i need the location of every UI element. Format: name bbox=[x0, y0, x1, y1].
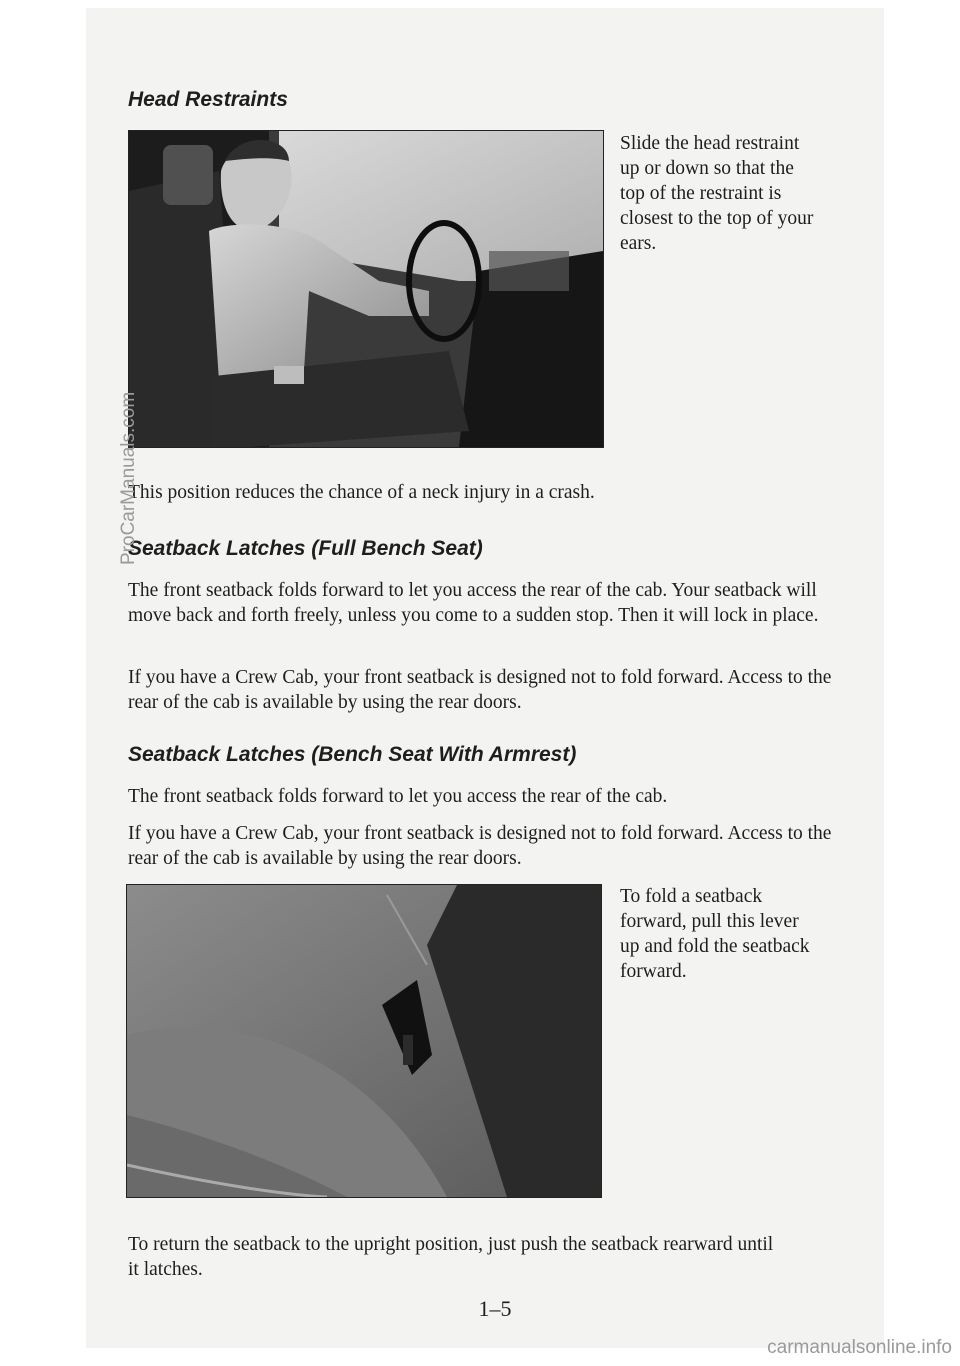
page-number: 1–5 bbox=[478, 1296, 512, 1321]
seatback-lever-photo bbox=[126, 884, 602, 1198]
heading-full-bench-seat: Seatback Latches (Full Bench Seat) bbox=[128, 537, 483, 560]
return-seatback-instructions: To return the seatback to the upright position, just push the seatback rearward until it latches. bbox=[128, 1234, 774, 1280]
armrest-paragraph-2: If you have a Crew Cab, your front seatback is designed not to fold forward. Access to the rear of the cab is available by using the rear doors. bbox=[128, 823, 832, 869]
fold-seatback-instructions: To fold a seatback forward, pull this lever up and fold the seatback forward. bbox=[620, 886, 810, 982]
heading-head-restraints: Head Restraints bbox=[128, 88, 288, 111]
full-bench-paragraph-1: The front seatback folds forward to let you access the rear of the cab. Your seatback will move back and forth freely, unless you come to a sudden stop. Then it will lock in place. bbox=[128, 580, 819, 626]
full-bench-paragraph-2: If you have a Crew Cab, your front seatback is designed not to fold forward. Access to the rear of the cab is available by using the rear doors. bbox=[128, 667, 832, 713]
watermark-side: ProCarManuals.com bbox=[118, 391, 139, 565]
head-restraint-instructions: Slide the head restraint up or down so that the top of the restraint is closest to the top of your ears. bbox=[620, 133, 814, 254]
watermark-footer: carmanualsonline.info bbox=[767, 1337, 952, 1358]
heading-bench-seat-armrest: Seatback Latches (Bench Seat With Armrest) bbox=[128, 743, 577, 766]
driver-head-restraint-photo bbox=[128, 130, 604, 448]
armrest-paragraph-1: The front seatback folds forward to let you access the rear of the cab. bbox=[128, 786, 668, 807]
head-restraint-note: This position reduces the chance of a neck injury in a crash. bbox=[128, 482, 595, 503]
